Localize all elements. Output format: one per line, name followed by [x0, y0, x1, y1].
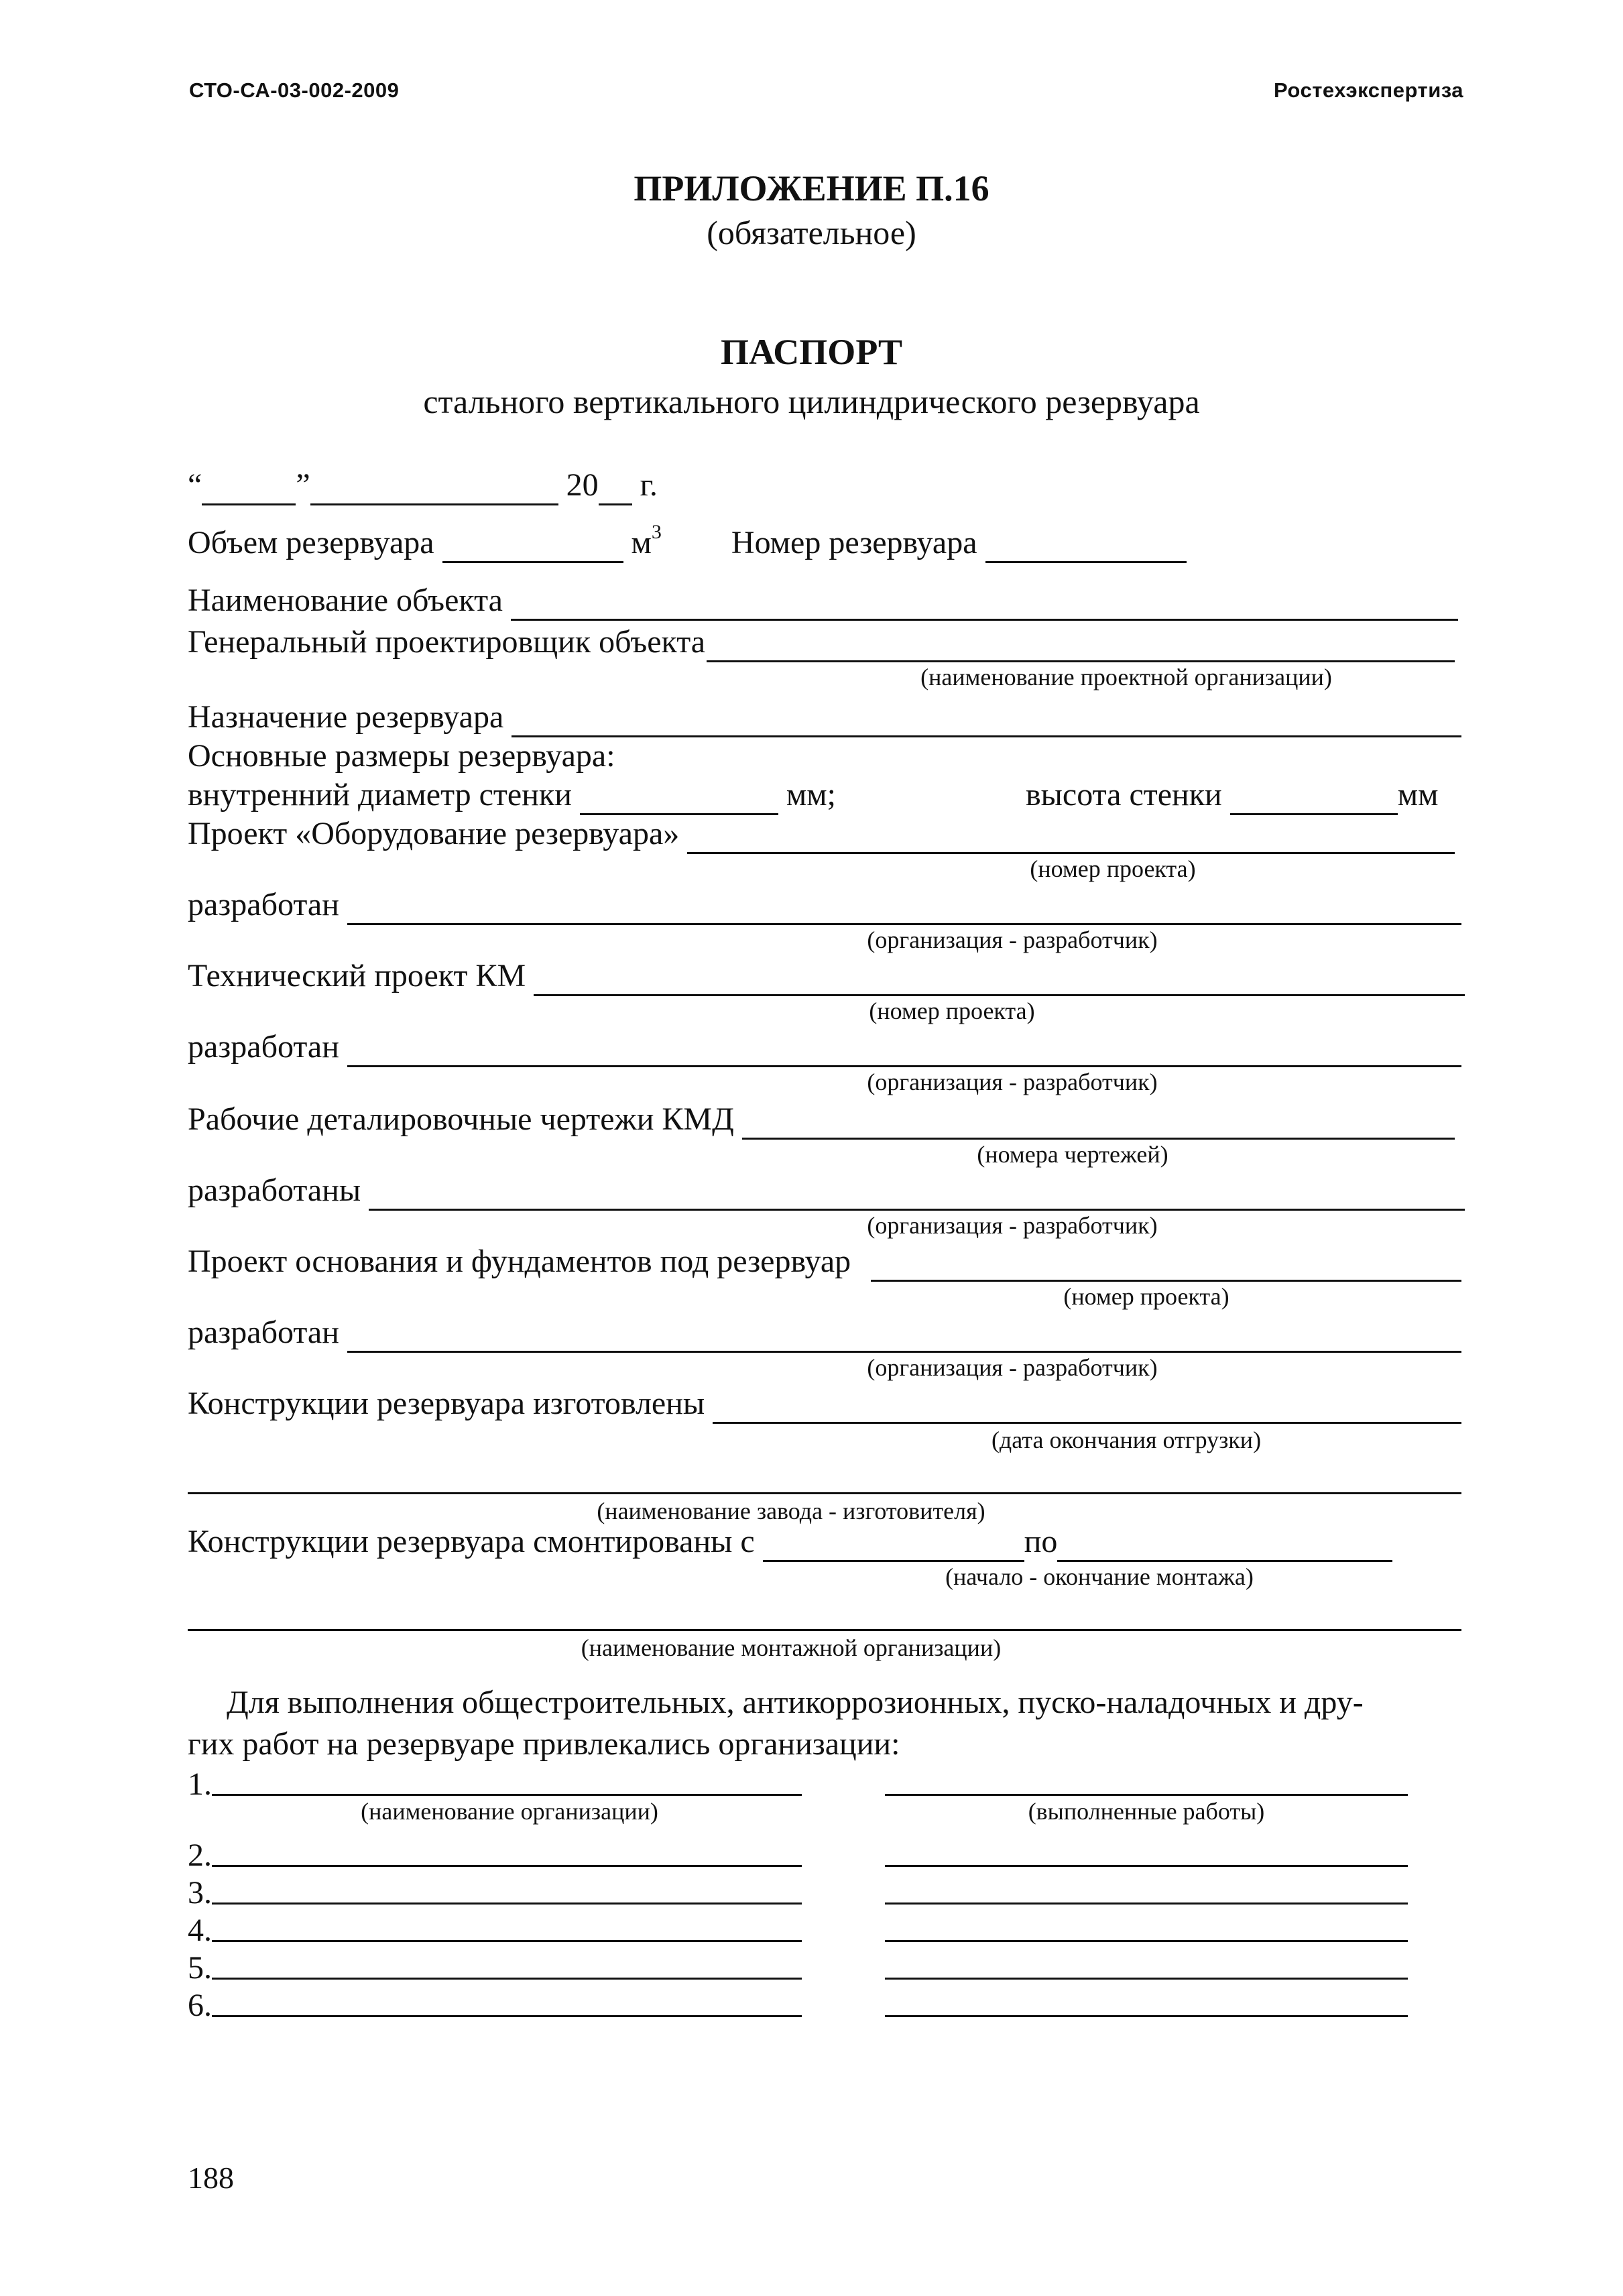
developed-4-caption: (организация - разработчик)	[867, 1354, 1158, 1381]
volume-label: Объем резервуара	[188, 525, 434, 560]
equipment-project-field[interactable]	[687, 823, 1455, 854]
mounted-to-label: по	[1024, 1524, 1058, 1559]
org-row-number: 5.	[188, 1950, 212, 1986]
org-row-number: 6.	[188, 1988, 212, 2023]
org-name-field-3[interactable]	[212, 1902, 802, 1905]
org-work-field-1[interactable]	[885, 1794, 1408, 1796]
developed-1-field[interactable]	[347, 894, 1461, 925]
developed-1-caption: (организация - разработчик)	[867, 926, 1158, 953]
developed-2-caption: (организация - разработчик)	[867, 1069, 1158, 1095]
page-number: 188	[188, 2161, 234, 2195]
date-year-field[interactable]	[599, 474, 632, 505]
org-work-caption: (выполненные работы)	[1028, 1798, 1265, 1825]
org-work-field-6[interactable]	[885, 2015, 1408, 2017]
organizations-paragraph-line-1: Для выполнения общестроительных, антикоррозионных, пуско-наладочных и дру-	[227, 1685, 1364, 1720]
appendix-title: ПРИЛОЖЕНИЕ П.16	[634, 168, 989, 208]
org-row-number: 3.	[188, 1875, 212, 1911]
diameter-unit: мм;	[786, 777, 836, 812]
developed-4-field[interactable]	[347, 1321, 1461, 1353]
volume-unit: м	[631, 525, 652, 560]
passport-title: ПАСПОРТ	[721, 332, 902, 372]
kmd-drawings-caption: (номера чертежей)	[977, 1141, 1168, 1168]
foundation-project-label: Проект основания и фундаментов под резервуар	[188, 1244, 851, 1279]
org-name-field-5[interactable]	[212, 1978, 802, 1980]
org-name-caption: (наименование организации)	[361, 1798, 658, 1825]
date-line	[188, 465, 1461, 505]
general-designer-caption: (наименование проектной организации)	[920, 664, 1332, 690]
km-project-field[interactable]	[534, 965, 1465, 996]
purpose-label: Назначение резервуара	[188, 699, 504, 735]
developed-3-field[interactable]	[369, 1179, 1465, 1211]
org-row-number: 2.	[188, 1837, 212, 1873]
volume-unit-exponent: 3	[651, 521, 662, 543]
developed-1-label: разработан	[188, 887, 339, 922]
developed-2-label: разработан	[188, 1029, 339, 1065]
manufactured-line	[188, 1384, 1461, 1424]
header-doc-code: СТО-СА-03-002-2009	[189, 78, 400, 102]
org-name-field-4[interactable]	[212, 1940, 802, 1942]
org-name-field-1[interactable]	[212, 1794, 802, 1796]
tank-number-label: Номер резервуара	[731, 525, 977, 560]
km-project-caption: (номер проекта)	[869, 998, 1035, 1024]
mounted-org-caption: (наименование монтажной организации)	[581, 1634, 1002, 1661]
org-work-field-4[interactable]	[885, 1940, 1408, 1942]
foundation-project-field[interactable]	[871, 1250, 1461, 1282]
date-open-quote: “	[188, 467, 202, 503]
object-name-label: Наименование объекта	[188, 583, 503, 618]
org-name-field-6[interactable]	[212, 2015, 802, 2017]
date-close-quote: ”	[296, 467, 310, 503]
mounting-organization-field[interactable]	[188, 1629, 1461, 1631]
foundation-project-line	[188, 1242, 1461, 1282]
date-year-prefix: 20	[566, 467, 599, 503]
purpose-line	[188, 697, 1461, 737]
height-unit: мм	[1397, 777, 1439, 812]
org-work-field-5[interactable]	[885, 1978, 1408, 1980]
date-year-suffix: г.	[640, 467, 658, 503]
diameter-label: внутренний диаметр стенки	[188, 777, 572, 812]
mounted-line	[188, 1522, 1461, 1562]
object-name-field[interactable]	[511, 589, 1458, 621]
developed-1-line	[188, 885, 1461, 925]
org-name-field-2[interactable]	[212, 1865, 802, 1867]
org-row-number: 1.	[188, 1766, 212, 1802]
date-day-field[interactable]	[202, 474, 296, 505]
developed-3-label: разработаны	[188, 1172, 361, 1208]
developed-3-line	[188, 1170, 1465, 1211]
manufactured-caption: (дата окончания отгрузки)	[991, 1427, 1262, 1453]
manufacturer-plant-field[interactable]	[188, 1492, 1461, 1494]
passport-subtitle: стального вертикального цилиндрического резервуара	[423, 383, 1200, 420]
volume-line	[188, 523, 1461, 563]
equipment-project-caption: (номер проекта)	[1030, 855, 1196, 882]
org-work-field-2[interactable]	[885, 1865, 1408, 1867]
mounted-caption: (начало - окончание монтажа)	[945, 1563, 1254, 1590]
diameter-field[interactable]	[580, 784, 778, 815]
general-designer-field[interactable]	[707, 631, 1455, 662]
org-row-number: 4.	[188, 1913, 212, 1948]
manufactured-label: Конструкции резервуара изготовлены	[188, 1386, 705, 1421]
height-label: высота стенки	[1026, 777, 1222, 812]
height-group	[1026, 775, 1495, 815]
mounted-label: Конструкции резервуара смонтированы с	[188, 1524, 755, 1559]
developed-2-line	[188, 1027, 1461, 1067]
header-organization: Ростехэкспертиза	[1274, 78, 1463, 102]
equipment-project-label: Проект «Оборудование резервуара»	[188, 816, 680, 851]
date-month-field[interactable]	[310, 474, 558, 505]
developed-4-line	[188, 1313, 1461, 1353]
organizations-paragraph-line-2: гих работ на резервуаре привлекались организации:	[188, 1726, 900, 1762]
mounted-end-field[interactable]	[1057, 1530, 1392, 1562]
organizations-table	[188, 1764, 1461, 2033]
height-field[interactable]	[1230, 784, 1398, 815]
tank-number-field[interactable]	[985, 532, 1187, 563]
general-designer-label: Генеральный проектировщик объекта	[188, 624, 706, 660]
dimensions-label: Основные размеры резервуара:	[188, 738, 615, 774]
kmd-drawings-field[interactable]	[742, 1108, 1455, 1140]
volume-field[interactable]	[442, 532, 623, 563]
developed-2-field[interactable]	[347, 1036, 1461, 1067]
foundation-project-caption: (номер проекта)	[1063, 1283, 1229, 1310]
kmd-drawings-line	[188, 1099, 1455, 1140]
general-designer-line	[188, 622, 1455, 662]
appendix-subtitle: (обязательное)	[707, 214, 916, 251]
manufactured-date-field[interactable]	[713, 1392, 1461, 1424]
equipment-project-line	[188, 814, 1455, 854]
purpose-field[interactable]	[512, 706, 1461, 737]
kmd-drawings-label: Рабочие деталировочные чертежи КМД	[188, 1101, 734, 1137]
developed-3-caption: (организация - разработчик)	[867, 1212, 1158, 1239]
km-project-label: Технический проект КМ	[188, 958, 526, 993]
km-project-line	[188, 956, 1465, 996]
manufactured-plant-caption: (наименование завода - изготовителя)	[597, 1498, 985, 1524]
mounted-start-field[interactable]	[763, 1530, 1024, 1562]
org-work-field-3[interactable]	[885, 1902, 1408, 1905]
developed-4-label: разработан	[188, 1315, 339, 1350]
object-name-line	[188, 581, 1458, 621]
